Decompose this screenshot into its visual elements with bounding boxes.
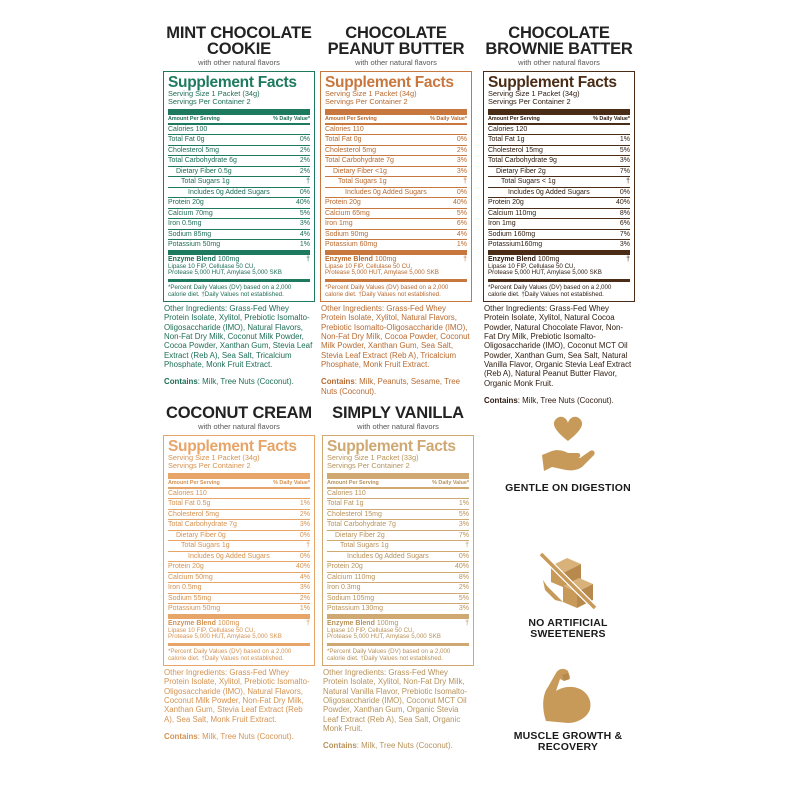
- nutrient-label: Protein 20g: [168, 199, 204, 207]
- product-card-chocolate-brownie-batter: [483, 25, 635, 405]
- benefit-label: NO ARTIFICIAL SWEETENERS: [528, 617, 608, 640]
- nutrient-daily-value: 7%: [458, 531, 469, 539]
- product-title: MINT CHOCOLATE COOKIE: [166, 24, 312, 58]
- other-ingredients: Other Ingredients: Grass-Fed Whey Protein Isolate, Xylitol, Non-Fat Dry Milk, Natural Vanilla Flavor, Prebiotic Isomalto-Oligosaccharide (IMO), Coconut MCT Oil Powder, Xanthan Gum, Organic Stevia Leaf Extract (Reb A), Sea Salt, Organic Monk Fruit.: [323, 668, 468, 733]
- amount-per-serving-label: Amount Per Serving: [327, 479, 379, 486]
- nutrient-label: Total Fat 0g: [168, 136, 205, 144]
- nutrient-daily-value: 0%: [299, 188, 310, 196]
- nutrient-row: [325, 230, 467, 241]
- nutrient-row: [327, 594, 469, 605]
- nutrient-row: [488, 188, 630, 199]
- nutrient-row: [168, 499, 310, 510]
- enzyme-detail-2: Protease 5,000 HUT, Amylase 5,000 SKB: [325, 269, 439, 277]
- nutrient-daily-value: 8%: [458, 573, 469, 581]
- nutrient-daily-value: 3%: [458, 605, 469, 613]
- nutrient-label: Total Sugars 1g: [338, 178, 387, 186]
- nutrient-label: Total Sugars < 1g: [501, 178, 556, 186]
- nutrient-daily-value: †: [465, 542, 469, 550]
- flexed-arm-icon: [503, 665, 633, 725]
- nutrient-rows: [488, 125, 630, 251]
- nutrient-row: [168, 562, 310, 573]
- daily-value-label: % Daily Value*: [593, 115, 630, 122]
- servings-per-container: Servings Per Container 2: [168, 97, 251, 107]
- amount-per-serving-label: Amount Per Serving: [168, 479, 220, 486]
- enzyme-detail-1: Lipase 10 FIP, Cellulase 50 CU,: [327, 626, 415, 634]
- serving-size: Serving Size 1 Packet (34g): [168, 453, 260, 462]
- nutrient-label: Iron 1mg: [488, 220, 516, 228]
- nutrient-label: Cholesterol 5mg: [168, 510, 219, 518]
- nutrient-row: [168, 541, 310, 552]
- nutrient-label: Sodium 105mg: [327, 594, 375, 602]
- nutrient-label: Protein 20g: [488, 199, 524, 207]
- nutrient-daily-value: 7%: [619, 230, 630, 238]
- enzyme-detail-2: Protease 5,000 HUT, Amylase 5,000 SKB: [488, 269, 602, 277]
- product-subtitle: with other natural flavors: [357, 422, 439, 431]
- nutrient-row: [488, 198, 630, 209]
- nutrient-label: Dietary Fiber 2g: [335, 531, 385, 539]
- daily-value-footnote: *Percent Daily Values (DV) based on a 2,000 calorie diet. †Daily Values not established.: [325, 284, 449, 299]
- enzyme-detail-1: Lipase 10 FIP, Cellulase 50 CU,: [488, 262, 576, 270]
- nutrient-row: [327, 562, 469, 573]
- nutrient-daily-value: 4%: [299, 230, 310, 238]
- nutrient-row: [325, 135, 467, 146]
- nutrient-row: [325, 209, 467, 220]
- nutrient-row: [168, 219, 310, 230]
- nutrient-row: [327, 552, 469, 563]
- product-title: CHOCOLATE PEANUT BUTTER: [327, 24, 465, 58]
- nutrient-daily-value: 40%: [295, 563, 310, 571]
- nutrient-daily-value: †: [626, 178, 630, 186]
- enzyme-amount: 100mg: [217, 255, 240, 263]
- nutrient-label: Calories 110: [168, 489, 207, 497]
- servings-per-container: Servings Per Container 2: [168, 461, 251, 471]
- other-ingredients: Other Ingredients: Grass-Fed Whey Protein Isolate, Xylitol, Prebiotic Isomalto-Oligosaccharide (IMO), Natural Flavors, Non-Fat Dry Milk, Coconut Milk Powder, Cocoa Powder, Xanthan Gum, Stevia Leaf Extract (Reb A), Sea Salt, Tricalcium Phosphate, Monk Fruit Extract.: [164, 304, 313, 369]
- nutrient-row: [327, 583, 469, 594]
- other-ingredients: Other Ingredients: Grass-Fed Whey Protein Isolate, Xylitol, Prebiotic Isomalto-Oligosaccharide (IMO), Natural Flavors, Coconut Milk Powder, Non-Fat Dry Milk, Xanthan Gum, Stevia Leaf Extract (Reb A), Sea Salt, Monk Fruit Extract.: [164, 668, 310, 724]
- contains-text: : Milk, Peanuts, Sesame, Tree Nuts (Coconut).: [321, 377, 461, 396]
- nutrient-daily-value: 40%: [295, 199, 310, 207]
- nutrient-label: Calories 100: [168, 125, 208, 133]
- nutrient-row: [488, 209, 630, 220]
- product-subtitle: with other natural flavors: [518, 58, 600, 67]
- nutrient-label: Potassium 50mg: [168, 241, 221, 249]
- facts-column-header: [488, 115, 630, 125]
- nutrient-row: [327, 541, 469, 552]
- enzyme-detail-1: Lipase 10 FIP, Cellulase 50 CU,: [168, 262, 256, 270]
- nutrient-daily-value: 5%: [299, 209, 310, 217]
- product-title: SIMPLY VANILLA: [332, 404, 464, 422]
- supplement-facts-panel: [163, 71, 315, 302]
- hand-heart-icon: [503, 415, 633, 477]
- nutrient-row: [327, 510, 469, 521]
- nutrient-daily-value: 4%: [299, 573, 310, 581]
- nutrient-label: Includes 0g Added Sugars: [347, 552, 429, 560]
- enzyme-title: Enzyme Blend: [325, 255, 373, 263]
- nutrient-row: [168, 156, 310, 167]
- nutrient-row: [327, 531, 469, 542]
- daily-value-footnote: *Percent Daily Values (DV) based on a 2,000 calorie diet. †Daily Values not established.: [327, 648, 451, 663]
- nutrient-daily-value: 6%: [456, 220, 467, 228]
- nutrient-label: Protein 20g: [168, 563, 204, 571]
- contains-label: Contains: [164, 377, 198, 387]
- nutrient-label: Includes 0g Added Sugars: [345, 188, 427, 196]
- nutrient-label: Cholesterol 15mg: [488, 146, 543, 154]
- nutrient-daily-value: 3%: [619, 241, 630, 249]
- nutrient-daily-value: 3%: [299, 521, 310, 529]
- nutrient-label: Potassium 60mg: [325, 241, 378, 249]
- nutrient-daily-value: 3%: [458, 521, 469, 529]
- nutrient-daily-value: 3%: [456, 157, 467, 165]
- nutrient-label: Total Fat 1g: [327, 500, 364, 508]
- nutrient-row: [168, 135, 310, 146]
- nutrient-daily-value: 40%: [454, 563, 469, 571]
- nutrient-row: [327, 520, 469, 531]
- enzyme-detail-1: Lipase 10 FIP, Cellulase 50 CU,: [325, 262, 413, 270]
- nutrient-row: [168, 594, 310, 605]
- nutrient-row: [488, 230, 630, 241]
- enzyme-blend: [168, 255, 310, 283]
- nutrient-label: Sodium 160mg: [488, 230, 536, 238]
- nutrient-label: Potassium 50mg: [168, 605, 221, 613]
- facts-heading: Supplement Facts: [168, 438, 297, 455]
- nutrient-rows: [327, 489, 469, 615]
- nutrient-rows: [168, 125, 310, 251]
- nutrient-row: [168, 198, 310, 209]
- crossed-sugar-cubes-icon: [503, 550, 633, 612]
- nutrient-row: [325, 146, 467, 157]
- nutrient-label: Total Carbohydrate 7g: [168, 521, 237, 529]
- nutrient-row: [325, 240, 467, 251]
- nutrient-row: [168, 167, 310, 178]
- nutrient-label: Includes 0g Added Sugars: [508, 188, 590, 196]
- contains-text: : Milk, Tree Nuts (Coconut).: [197, 731, 294, 741]
- nutrient-daily-value: 2%: [456, 146, 467, 154]
- supplement-facts-panel: [483, 71, 635, 302]
- contains-text: : Milk, Tree Nuts (Coconut).: [356, 741, 453, 751]
- nutrient-label: Iron 0.5mg: [168, 220, 202, 228]
- nutrient-daily-value: 1%: [299, 605, 310, 613]
- enzyme-dv: †: [465, 619, 469, 627]
- nutrient-row: [168, 125, 310, 136]
- enzyme-title: Enzyme Blend: [168, 619, 216, 627]
- contains-label: Contains: [484, 395, 518, 405]
- nutrient-daily-value: 0%: [458, 552, 469, 560]
- enzyme-dv: †: [306, 255, 310, 263]
- nutrient-row: [325, 198, 467, 209]
- enzyme-amount: 100mg: [374, 255, 397, 263]
- nutrient-label: Calcium 70mg: [168, 209, 213, 217]
- product-card-chocolate-peanut-butter: [320, 25, 472, 396]
- other-ingredients: Other Ingredients: Grass-Fed Whey Protein Isolate, Xylitol, Natural Flavors, Prebiotic Isomalto-Oligosaccharide (IMO), Non-Fat Dry Milk, Cocoa Powder, Coconut Milk Powder, Xanthan Gum, Sea Salt, Stevia Leaf Extract (Reb A), Tricalcium Phosphate, Monk Fruit Extract.: [321, 304, 470, 369]
- nutrient-row: [488, 146, 630, 157]
- nutrient-row: [168, 230, 310, 241]
- daily-value-footnote: *Percent Daily Values (DV) based on a 2,000 calorie diet. †Daily Values not established.: [488, 284, 612, 299]
- enzyme-detail-2: Protease 5,000 HUT, Amylase 5,000 SKB: [168, 269, 282, 277]
- nutrient-label: Potassium 130mg: [327, 605, 384, 613]
- nutrient-label: Total Sugars 1g: [181, 178, 230, 186]
- product-subtitle: with other natural flavors: [198, 58, 280, 67]
- daily-value-label: % Daily Value*: [273, 115, 310, 122]
- nutrient-daily-value: 2%: [299, 510, 310, 518]
- nutrient-daily-value: 3%: [299, 584, 310, 592]
- nutrient-label: Iron 0.5mg: [168, 584, 202, 592]
- benefit-label: MUSCLE GROWTH & RECOVERY: [513, 730, 623, 753]
- nutrient-label: Calcium 110mg: [327, 573, 376, 581]
- enzyme-title: Enzyme Blend: [327, 619, 375, 627]
- allergen-contains: [483, 396, 635, 405]
- nutrient-daily-value: 1%: [299, 241, 310, 249]
- enzyme-dv: †: [626, 255, 630, 263]
- nutrient-daily-value: 1%: [456, 241, 467, 249]
- nutrient-daily-value: 2%: [299, 594, 310, 602]
- nutrient-daily-value: 2%: [299, 157, 310, 165]
- enzyme-amount: 100mg: [376, 619, 399, 627]
- nutrient-row: [327, 499, 469, 510]
- nutrient-label: Protein 20g: [325, 199, 361, 207]
- nutrient-daily-value: 0%: [299, 136, 310, 144]
- nutrient-row: [168, 510, 310, 521]
- facts-column-header: [325, 115, 467, 125]
- nutrient-row: [168, 177, 310, 188]
- serving-size: Serving Size 1 Packet (33g): [327, 453, 419, 462]
- product-subtitle: with other natural flavors: [198, 422, 280, 431]
- nutrient-label: Cholesterol 5mg: [168, 146, 219, 154]
- nutrient-daily-value: 40%: [452, 199, 467, 207]
- nutrient-daily-value: 1%: [458, 500, 469, 508]
- allergen-contains: [322, 741, 474, 750]
- nutrient-daily-value: 0%: [299, 531, 310, 539]
- nutrient-row: [168, 573, 310, 584]
- nutrient-row: [168, 146, 310, 157]
- enzyme-title: Enzyme Blend: [168, 255, 216, 263]
- nutrient-daily-value: 8%: [619, 209, 630, 217]
- contains-label: Contains: [323, 741, 357, 751]
- allergen-contains: [320, 377, 472, 396]
- amount-per-serving-label: Amount Per Serving: [168, 115, 220, 122]
- nutrient-daily-value: 0%: [299, 552, 310, 560]
- nutrient-daily-value: †: [306, 542, 310, 550]
- nutrient-row: [488, 167, 630, 178]
- nutrient-row: [325, 167, 467, 178]
- nutrient-label: Cholesterol 15mg: [327, 510, 382, 518]
- servings-per-container: Servings Per Container 2: [488, 97, 571, 107]
- facts-heading: Supplement Facts: [325, 74, 454, 91]
- servings-per-container: Servings Per Container 2: [327, 461, 410, 471]
- benefit-no-artificial-sweeteners: [503, 550, 633, 640]
- nutrient-row: [168, 583, 310, 594]
- nutrient-label: Iron 1mg: [325, 220, 353, 228]
- nutrient-daily-value: 7%: [619, 167, 630, 175]
- nutrient-label: Protein 20g: [327, 563, 363, 571]
- nutrient-row: [327, 489, 469, 500]
- nutrient-label: Dietary Fiber <1g: [333, 167, 387, 175]
- facts-heading: Supplement Facts: [168, 74, 297, 91]
- nutrient-row: [325, 188, 467, 199]
- nutrient-label: Calcium 65mg: [325, 209, 370, 217]
- nutrient-daily-value: 3%: [456, 167, 467, 175]
- nutrient-daily-value: 5%: [458, 510, 469, 518]
- benefit-gentle-on-digestion: [503, 415, 633, 494]
- daily-value-label: % Daily Value*: [273, 479, 310, 486]
- serving-size: Serving Size 1 Packet (34g): [488, 89, 580, 98]
- daily-value-label: % Daily Value*: [430, 115, 467, 122]
- nutrient-row: [325, 219, 467, 230]
- nutrient-row: [168, 489, 310, 500]
- nutrient-row: [488, 219, 630, 230]
- nutrient-label: Sodium 90mg: [325, 230, 369, 238]
- nutrient-rows: [168, 489, 310, 615]
- nutrient-row: [325, 156, 467, 167]
- nutrient-daily-value: 3%: [619, 157, 630, 165]
- nutrient-label: Sodium 85mg: [168, 230, 212, 238]
- contains-text: : Milk, Tree Nuts (Coconut).: [517, 395, 614, 405]
- nutrient-row: [168, 209, 310, 220]
- nutrient-label: Calcium 50mg: [168, 573, 213, 581]
- enzyme-blend: [488, 255, 630, 283]
- facts-column-header: [168, 115, 310, 125]
- daily-value-footnote: *Percent Daily Values (DV) based on a 2,000 calorie diet. †Daily Values not established.: [168, 284, 292, 299]
- nutrient-label: Total Carbohydrate 6g: [168, 157, 237, 165]
- nutrient-daily-value: 4%: [456, 230, 467, 238]
- nutrient-label: Total Carbohydrate 7g: [327, 521, 396, 529]
- nutrient-label: Total Fat 1g: [488, 136, 525, 144]
- nutrient-row: [327, 604, 469, 615]
- enzyme-blend: [325, 255, 467, 283]
- nutrient-label: Total Carbohydrate 7g: [325, 157, 394, 165]
- benefit-label: GENTLE ON DIGESTION: [505, 482, 631, 494]
- contains-text: : Milk, Tree Nuts (Coconut).: [197, 377, 294, 387]
- facts-column-header: [168, 479, 310, 489]
- nutrient-label: Dietary Fiber 0g: [176, 531, 226, 539]
- daily-value-footnote: *Percent Daily Values (DV) based on a 2,000 calorie diet. †Daily Values not established.: [168, 648, 292, 663]
- nutrient-row: [168, 604, 310, 615]
- nutrient-daily-value: 40%: [615, 199, 630, 207]
- supplement-facts-panel: [322, 435, 474, 666]
- nutrient-daily-value: 1%: [619, 136, 630, 144]
- nutrient-row: [488, 240, 630, 251]
- nutrient-label: Sodium 55mg: [168, 594, 212, 602]
- nutrient-label: Calories 110: [325, 125, 364, 133]
- nutrient-daily-value: 0%: [456, 188, 467, 196]
- enzyme-title: Enzyme Blend: [488, 255, 536, 263]
- nutrient-daily-value: 2%: [458, 584, 469, 592]
- product-card-simply-vanilla: [322, 405, 474, 751]
- amount-per-serving-label: Amount Per Serving: [488, 115, 540, 122]
- nutrient-daily-value: †: [306, 178, 310, 186]
- enzyme-amount: 100mg: [217, 619, 240, 627]
- allergen-contains: [163, 377, 315, 386]
- nutrient-row: [168, 531, 310, 542]
- product-subtitle: with other natural flavors: [355, 58, 437, 67]
- servings-per-container: Servings Per Container 2: [325, 97, 408, 107]
- product-title: COCONUT CREAM: [166, 404, 312, 422]
- nutrient-daily-value: 0%: [619, 188, 630, 196]
- enzyme-detail-2: Protease 5,000 HUT, Amylase 5,000 SKB: [327, 633, 441, 641]
- nutrient-row: [327, 573, 469, 584]
- facts-column-header: [327, 479, 469, 489]
- nutrient-label: Includes 0g Added Sugars: [188, 188, 270, 196]
- nutrient-row: [488, 125, 630, 136]
- nutrient-daily-value: 2%: [299, 167, 310, 175]
- enzyme-amount: 100mg: [537, 255, 560, 263]
- allergen-contains: [163, 732, 315, 741]
- nutrient-row: [488, 156, 630, 167]
- nutrient-label: Calories 120: [488, 125, 528, 133]
- product-card-coconut-cream: [163, 405, 315, 741]
- facts-heading: Supplement Facts: [488, 74, 617, 91]
- nutrient-daily-value: 0%: [456, 136, 467, 144]
- contains-label: Contains: [321, 377, 355, 387]
- enzyme-dv: †: [306, 619, 310, 627]
- nutrient-label: Total Carbohydrate 9g: [488, 157, 557, 165]
- nutrient-label: Total Sugars 1g: [340, 542, 389, 550]
- serving-size: Serving Size 1 Packet (34g): [325, 89, 417, 98]
- facts-heading: Supplement Facts: [327, 438, 456, 455]
- enzyme-blend: [168, 619, 310, 647]
- nutrient-daily-value: 2%: [299, 146, 310, 154]
- other-ingredients: Other Ingredients: Grass-Fed Whey Protein Isolate, Xylitol, Natural Cocoa Powder, Natural Chocolate Flavor, Non-Fat Dry Milk, Prebiotic Isomalto-Oligosaccharide (IMO), Coconut MCT Oil Powder, Xanthan Gum, Sea Salt, Natural Vanilla Flavor, Organic Stevia Leaf Extract (Reb A), Natural Peanut Butter Flavor, Organic Monk Fruit.: [484, 304, 632, 388]
- nutrient-row: [168, 240, 310, 251]
- nutrient-label: Total Fat 0g: [325, 136, 362, 144]
- nutrient-daily-value: 1%: [299, 500, 310, 508]
- nutrient-row: [168, 520, 310, 531]
- product-title: CHOCOLATE BROWNIE BATTER: [485, 24, 633, 58]
- daily-value-label: % Daily Value*: [432, 479, 469, 486]
- enzyme-detail-1: Lipase 10 FIP, Cellulase 50 CU,: [168, 626, 256, 634]
- nutrient-row: [488, 135, 630, 146]
- nutrient-label: Potassium160mg: [488, 241, 543, 249]
- amount-per-serving-label: Amount Per Serving: [325, 115, 377, 122]
- nutrient-label: Total Fat 0.5g: [168, 500, 211, 508]
- nutrient-row: [168, 552, 310, 563]
- nutrient-label: Calories 110: [327, 489, 366, 497]
- nutrient-row: [325, 177, 467, 188]
- nutrient-daily-value: 6%: [619, 220, 630, 228]
- nutrient-daily-value: 5%: [619, 146, 630, 154]
- nutrient-daily-value: 3%: [299, 220, 310, 228]
- supplement-facts-panel: [320, 71, 472, 302]
- serving-size: Serving Size 1 Packet (34g): [168, 89, 260, 98]
- supplement-facts-panel: [163, 435, 315, 666]
- nutrient-label: Dietary Fiber 2g: [496, 167, 546, 175]
- nutrient-daily-value: †: [463, 178, 467, 186]
- nutrient-row: [325, 125, 467, 136]
- product-card-mint-chocolate-cookie: [163, 25, 315, 387]
- nutrient-label: Iron 0.3mg: [327, 584, 361, 592]
- benefit-muscle-growth-recovery: [503, 665, 633, 753]
- enzyme-dv: †: [463, 255, 467, 263]
- nutrient-daily-value: 5%: [456, 209, 467, 217]
- nutrient-label: Total Sugars 1g: [181, 542, 230, 550]
- nutrient-label: Cholesterol 5mg: [325, 146, 376, 154]
- nutrient-row: [488, 177, 630, 188]
- nutrient-daily-value: 5%: [458, 594, 469, 602]
- enzyme-blend: [327, 619, 469, 647]
- nutrient-rows: [325, 125, 467, 251]
- contains-label: Contains: [164, 731, 198, 741]
- nutrient-label: Includes 0g Added Sugars: [188, 552, 270, 560]
- nutrient-label: Calcium 110mg: [488, 209, 537, 217]
- enzyme-detail-2: Protease 5,000 HUT, Amylase 5,000 SKB: [168, 633, 282, 641]
- nutrient-row: [168, 188, 310, 199]
- nutrient-label: Dietary Fiber 0.5g: [176, 167, 232, 175]
